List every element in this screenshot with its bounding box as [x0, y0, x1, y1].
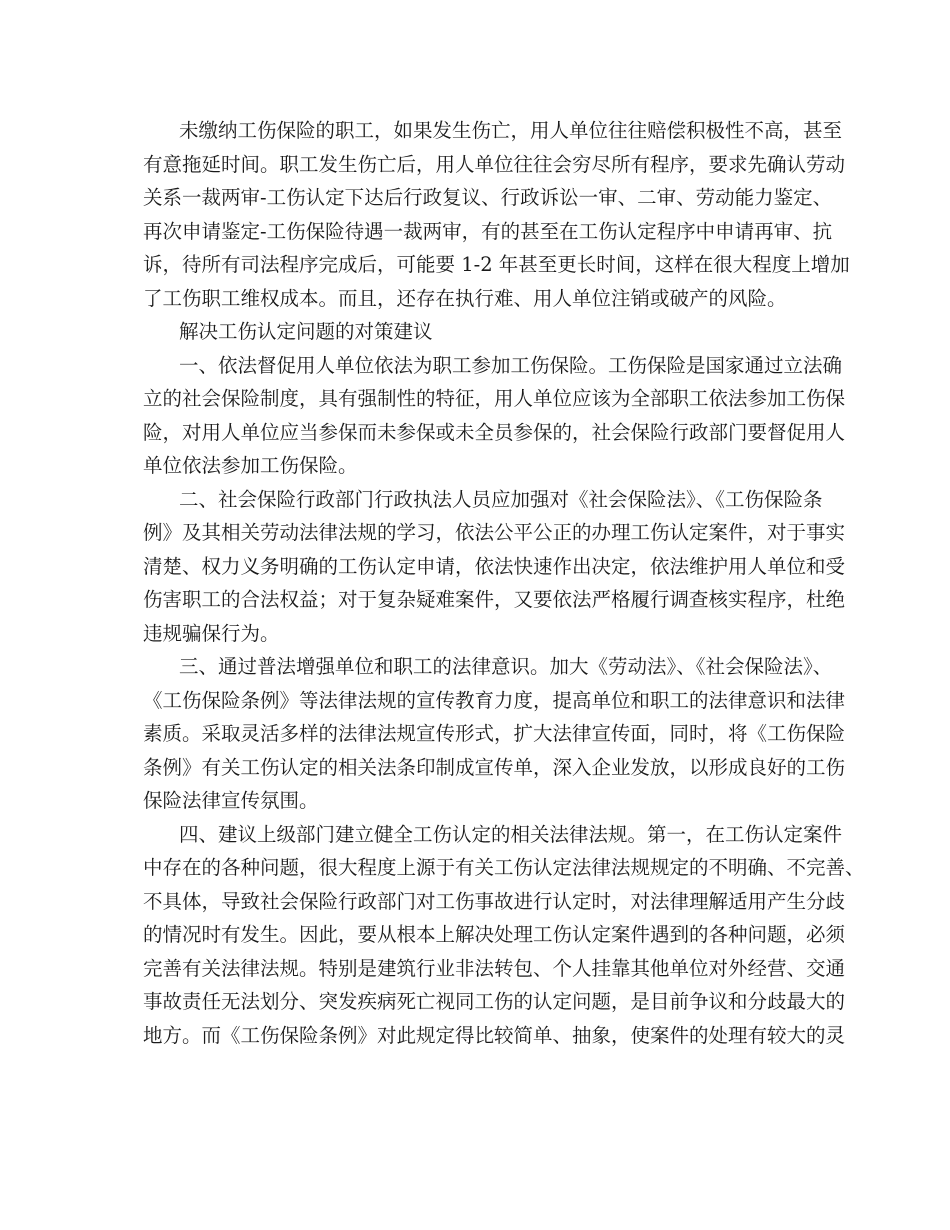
text-line: 关系一裁两审-工伤认定下达后行政复议、行政诉讼一审、二审、劳动能力鉴定、 [143, 186, 833, 209]
text-line: 保险法律宣传氛围。 [143, 789, 319, 812]
text-line: 险，对用人单位应当参保而未参保或未全员参保的，社会保险行政部门要督促用人 [143, 420, 846, 444]
text-line: 素质。采取灵活多样的法律法规宣传形式，扩大法律宣传面，同时，将《工伤保险 [143, 722, 846, 745]
text-line: 完善有关法律法规。特别是建筑行业非法转包、个人挂靠其他单位对外经营、交通 [143, 956, 846, 980]
text-line: 《工伤保险条例》等法律法规的宣传教育力度，提高单位和职工的法律意识和法律 [143, 688, 846, 712]
text-line: 一、依法督促用人单位依法为职工参加工伤保险。工伤保险是国家通过立法确 [179, 353, 843, 377]
text-line: 条例》有关工伤认定的相关法条印制成宣传单，深入企业发放，以形成良好的工伤 [143, 755, 846, 779]
text-line: 违规骗保行为。 [143, 621, 280, 645]
text-line: 了工伤职工维权成本。而且，还存在执行难、用人单位注销或破产的风险。 [143, 286, 787, 310]
text-line: 中存在的各种问题，很大程度上源于有关工伤认定法律法规规定的不明确、不完善、 [143, 856, 865, 879]
document-body [143, 114, 865, 1052]
text-line: 再次申请鉴定-工伤保险待遇一裁两审，有的甚至在工伤认定程序中申请再审、抗 [143, 219, 833, 243]
text-line: 伤害职工的合法权益；对于复杂疑难案件，又要依法严格履行调查核实程序，杜绝 [143, 588, 846, 611]
text-line: 地方。而《工伤保险条例》对此规定得比较简单、抽象，使案件的处理有较大的灵 [143, 1023, 846, 1047]
text-line: 未缴纳工伤保险的职工，如果发生伤亡，用人单位往往赔偿积极性不高，甚至 [179, 119, 843, 142]
text-line: 诉，待所有司法程序完成后，可能要 1-2 年甚至更长时间，这样在很大程度上增加 [143, 253, 850, 276]
text-line: 解决工伤认定问题的对策建议 [179, 320, 433, 343]
text-line: 有意拖延时间。职工发生伤亡后，用人单位往往会穷尽所有程序，要求先确认劳动 [143, 152, 846, 176]
text-line: 三、通过普法增强单位和职工的法律意识。加大《劳动法》、《社会保险法》、 [179, 655, 833, 678]
text-line: 二、社会保险行政部门行政执法人员应加强对《社会保险法》、《工伤保险条 [179, 487, 823, 511]
text-line: 的情况时有发生。因此，要从根本上解决处理工伤认定案件遇到的各种问题，必须 [143, 923, 846, 946]
text-line: 四、建议上级部门建立健全工伤认定的相关法律法规。第一，在工伤认定案件 [179, 822, 843, 846]
text-line: 事故责任无法划分、突发疾病死亡视同工伤的认定问题，是目前争议和分歧最大的 [143, 990, 846, 1013]
text-line: 立的社会保险制度，具有强制性的特征，用人单位应该为全部职工依法参加工伤保 [143, 387, 846, 410]
text-line: 不具体，导致社会保险行政部门对工伤事故进行认定时，对法律理解适用产生分歧 [143, 889, 846, 913]
text-line: 清楚、权力义务明确的工伤认定申请，依法快速作出决定，依法维护用人单位和受 [143, 554, 846, 578]
text-line: 例》及其相关劳动法律法规的学习，依法公平公正的办理工伤认定案件，对于事实 [143, 521, 846, 544]
text-line: 单位依法参加工伤保险。 [143, 454, 358, 477]
